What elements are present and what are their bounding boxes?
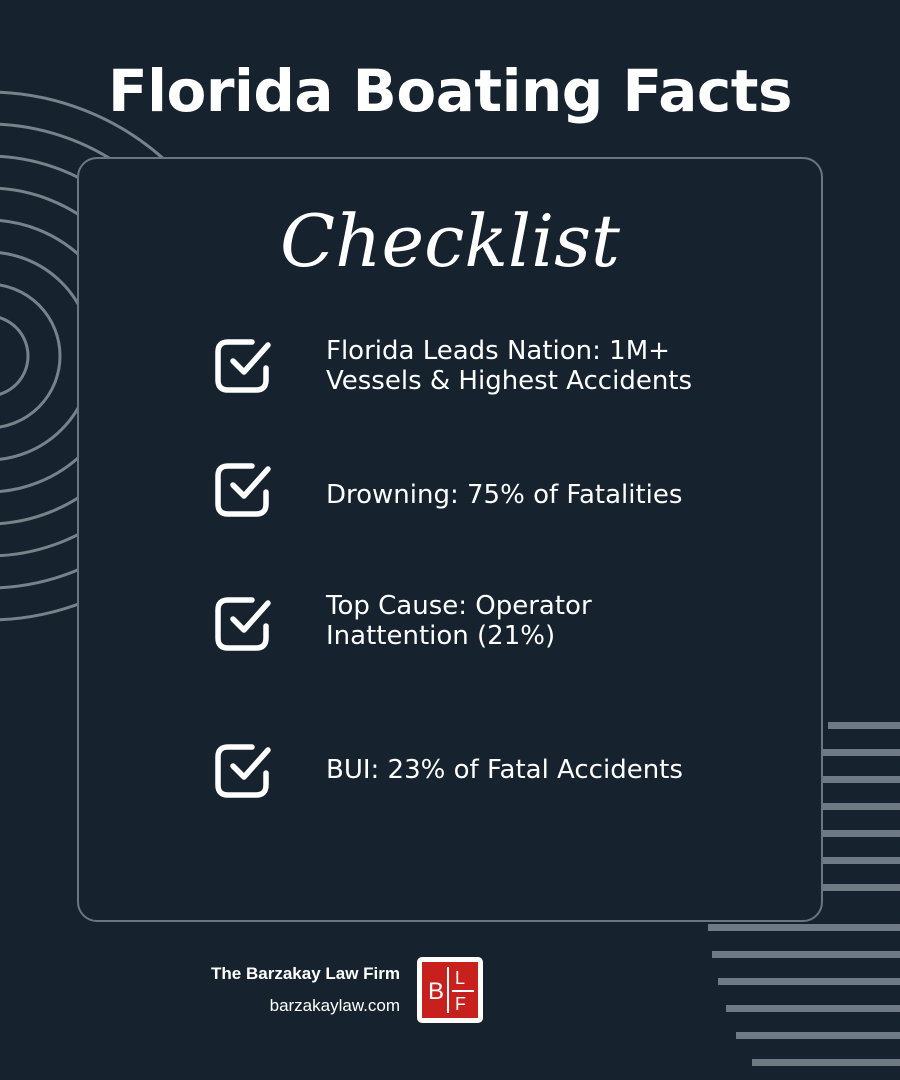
firm-logo: [417, 957, 483, 1023]
checklist-heading: Checklist: [280, 199, 620, 283]
checklist-item: [214, 591, 774, 654]
logo-letter-f: F: [455, 994, 466, 1014]
checklist-item: [214, 460, 774, 520]
checklist-item-text: BUI: 23% of Fatal Accidents: [326, 755, 683, 785]
checkbox-checked-icon: [214, 741, 274, 801]
firm-name: The Barzakay Law Firm: [211, 964, 400, 983]
checkbox-checked-icon: [214, 594, 274, 654]
page-title: Florida Boating Facts: [108, 57, 792, 125]
firm-website-link[interactable]: barzakaylaw.com: [269, 996, 400, 1015]
logo-letter-b: B: [428, 978, 445, 1005]
checklist-item-text: Top Cause: Operator Inattention (21%): [326, 591, 592, 651]
checkbox-checked-icon: [214, 460, 274, 520]
checklist-item: [214, 741, 774, 801]
checklist-item: [214, 336, 774, 396]
checklist-item-text: Drowning: 75% of Fatalities: [326, 480, 683, 510]
checklist-item-text: Florida Leads Nation: 1M+ Vessels & Highest Accidents: [326, 336, 693, 396]
checkbox-checked-icon: [214, 336, 274, 396]
logo-letter-l: L: [455, 968, 466, 988]
